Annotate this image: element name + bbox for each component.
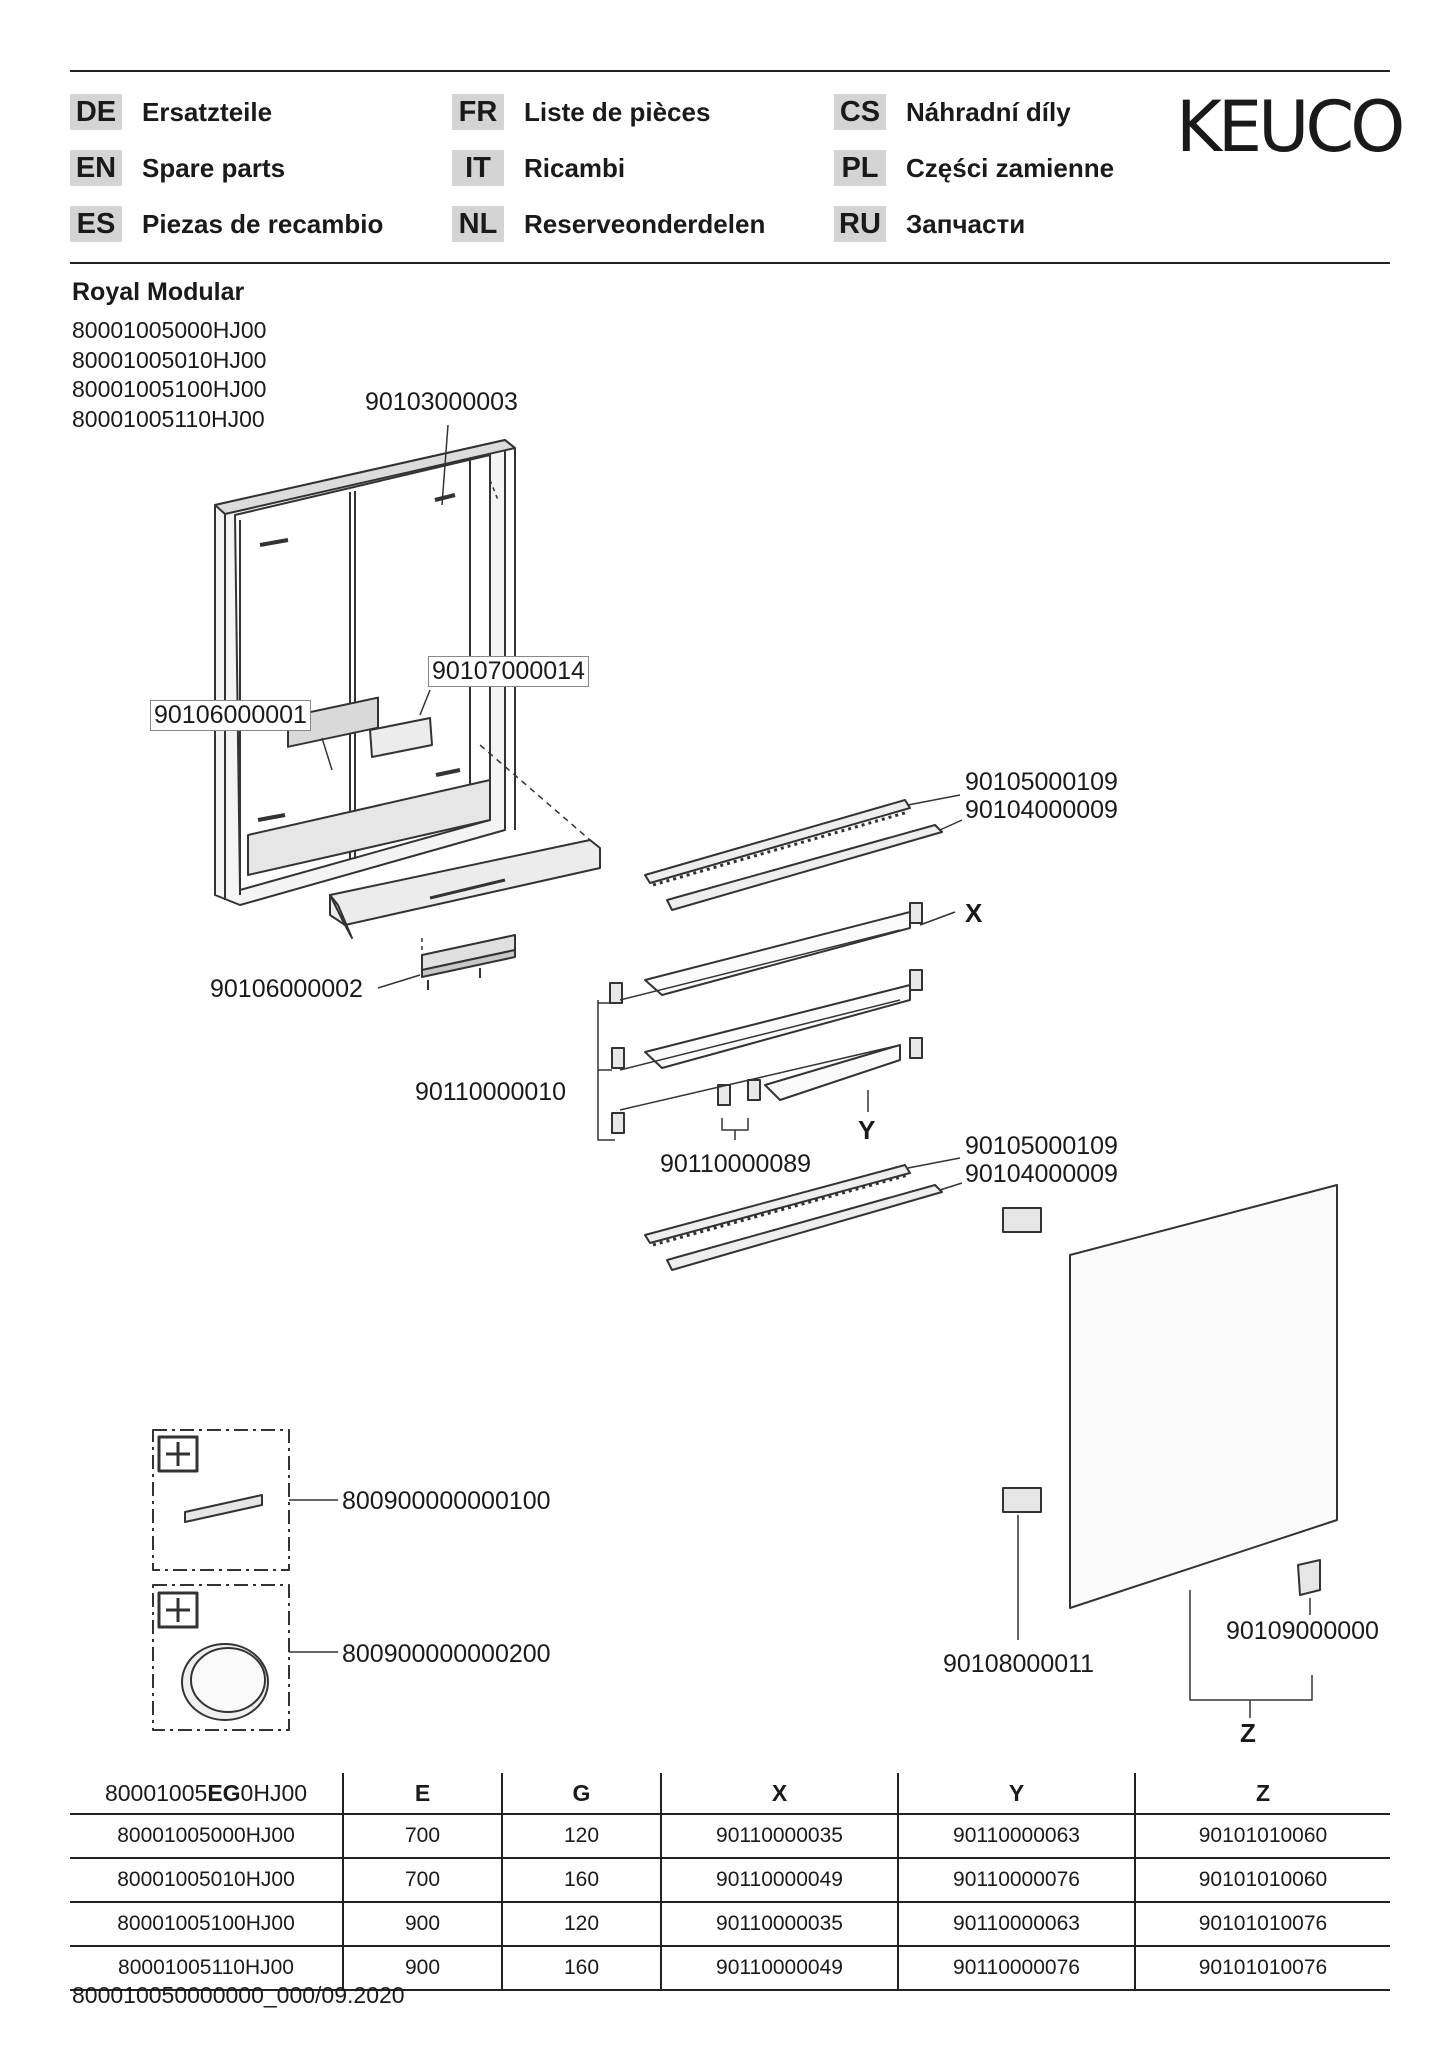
model-number: 80001005100HJ00 xyxy=(72,376,267,402)
lang-name: Liste de pièces xyxy=(524,96,711,127)
glass-shelves xyxy=(645,912,955,1100)
part-label-90105000109-lower: 90105000109 xyxy=(965,1132,1118,1160)
column-header: X xyxy=(661,1773,898,1814)
table-cell: 80001005110HJ00 xyxy=(70,1946,343,1990)
part-label-90105000109-upper: 90105000109 xyxy=(965,768,1118,796)
lang-name: Ricambi xyxy=(524,152,626,183)
lang-code: RU xyxy=(834,206,886,242)
part-label-90106000001: 90106000001 xyxy=(150,700,311,731)
lang-name: Spare parts xyxy=(142,152,286,183)
lang-code: CS xyxy=(834,94,886,130)
upper-led-rail xyxy=(645,795,962,910)
lang-code: NL xyxy=(452,206,504,242)
lang-code: PL xyxy=(834,150,886,186)
model-number: 80001005000HJ00 xyxy=(72,317,267,343)
table-cell: 160 xyxy=(502,1946,661,1990)
lang-name: Części zamienne xyxy=(906,152,1115,183)
table-cell: 120 xyxy=(502,1814,661,1858)
column-header: G xyxy=(502,1773,661,1814)
table-row xyxy=(70,1902,1390,1946)
table-cell: 90101010060 xyxy=(1135,1814,1390,1858)
lang-name: Ersatzteile xyxy=(142,96,273,127)
table-cell: 90110000063 xyxy=(898,1814,1135,1858)
callout-z: Z xyxy=(1240,1718,1256,1748)
variant-table xyxy=(70,1773,1390,1991)
cabinet-frame xyxy=(215,440,600,938)
table-cell: 90101010076 xyxy=(1135,1946,1390,1990)
product-title: Royal Modular xyxy=(72,278,245,306)
lang-name: Reserveonderdelen xyxy=(524,208,766,239)
part-label-90110000010: 90110000010 xyxy=(415,1078,567,1106)
table-cell: 80001005000HJ00 xyxy=(70,1814,343,1858)
part-label-90106000002: 90106000002 xyxy=(210,975,363,1003)
table-row xyxy=(70,1858,1390,1902)
plus-box-icon xyxy=(159,1593,197,1627)
part-label-90107000014: 90107000014 xyxy=(428,656,589,687)
part-label-800900000000200: 800900000000200 xyxy=(342,1640,551,1668)
table-cell: 900 xyxy=(343,1946,502,1990)
part-label-90108000011: 90108000011 xyxy=(943,1650,1095,1678)
accessory-items xyxy=(182,1495,338,1720)
table-cell: 900 xyxy=(343,1902,502,1946)
column-header: 80001005EG0HJ00 xyxy=(70,1773,343,1814)
table-cell: 80001005010HJ00 xyxy=(70,1858,343,1902)
model-number: 80001005110HJ00 xyxy=(72,405,265,432)
model-number: 80001005010HJ00 xyxy=(72,346,267,373)
table-cell: 90101010060 xyxy=(1135,1858,1390,1902)
lang-name: Запчасти xyxy=(906,208,1026,239)
variant-placeholder: EG xyxy=(207,1779,241,1806)
table-cell: 90110000049 xyxy=(661,1946,898,1990)
table-cell: 90110000035 xyxy=(661,1814,898,1858)
table-cell: 90110000035 xyxy=(661,1902,898,1946)
table-cell: 700 xyxy=(343,1814,502,1858)
document-number: 800010050000000_000/09.2020 xyxy=(72,1982,405,2008)
lang-code: EN xyxy=(70,150,122,186)
lang-code: IT xyxy=(452,150,504,186)
table-cell: 160 xyxy=(502,1858,661,1902)
table-cell: 90110000063 xyxy=(898,1902,1135,1946)
part-label-90104000009-upper: 90104000009 xyxy=(965,796,1118,824)
lang-name: Piezas de recambio xyxy=(142,208,384,239)
lang-code: FR xyxy=(452,94,504,130)
column-header: Y xyxy=(898,1773,1135,1814)
part-label-90104000009-lower: 90104000009 xyxy=(965,1160,1118,1188)
table-cell: 90101010076 xyxy=(1135,1902,1390,1946)
table-header-row xyxy=(70,1773,1390,1814)
table-row xyxy=(70,1814,1390,1858)
plus-box-icon xyxy=(159,1437,197,1471)
column-header: Z xyxy=(1135,1773,1390,1814)
table-cell: 120 xyxy=(502,1902,661,1946)
table-cell: 90110000076 xyxy=(898,1946,1135,1990)
table-cell: 700 xyxy=(343,1858,502,1902)
part-label-800900000000100: 800900000000100 xyxy=(342,1487,551,1515)
table-cell: 90110000076 xyxy=(898,1858,1135,1902)
table-cell: 80001005100HJ00 xyxy=(70,1902,343,1946)
lang-name: Náhradní díly xyxy=(906,96,1071,127)
lang-code: ES xyxy=(70,206,122,242)
part-label-90110000089: 90110000089 xyxy=(660,1150,812,1178)
bottom-connector xyxy=(422,935,515,990)
table-cell: 90110000049 xyxy=(661,1858,898,1902)
part-label-90103000003: 90103000003 xyxy=(365,388,518,416)
column-header: E xyxy=(343,1773,502,1814)
brand-logo: KEUCO xyxy=(1176,86,1402,168)
part-label-90109000000: 90109000000 xyxy=(1226,1617,1379,1645)
callout-y: Y xyxy=(858,1115,876,1145)
callout-x: X xyxy=(965,898,983,928)
lang-code: DE xyxy=(70,94,122,130)
